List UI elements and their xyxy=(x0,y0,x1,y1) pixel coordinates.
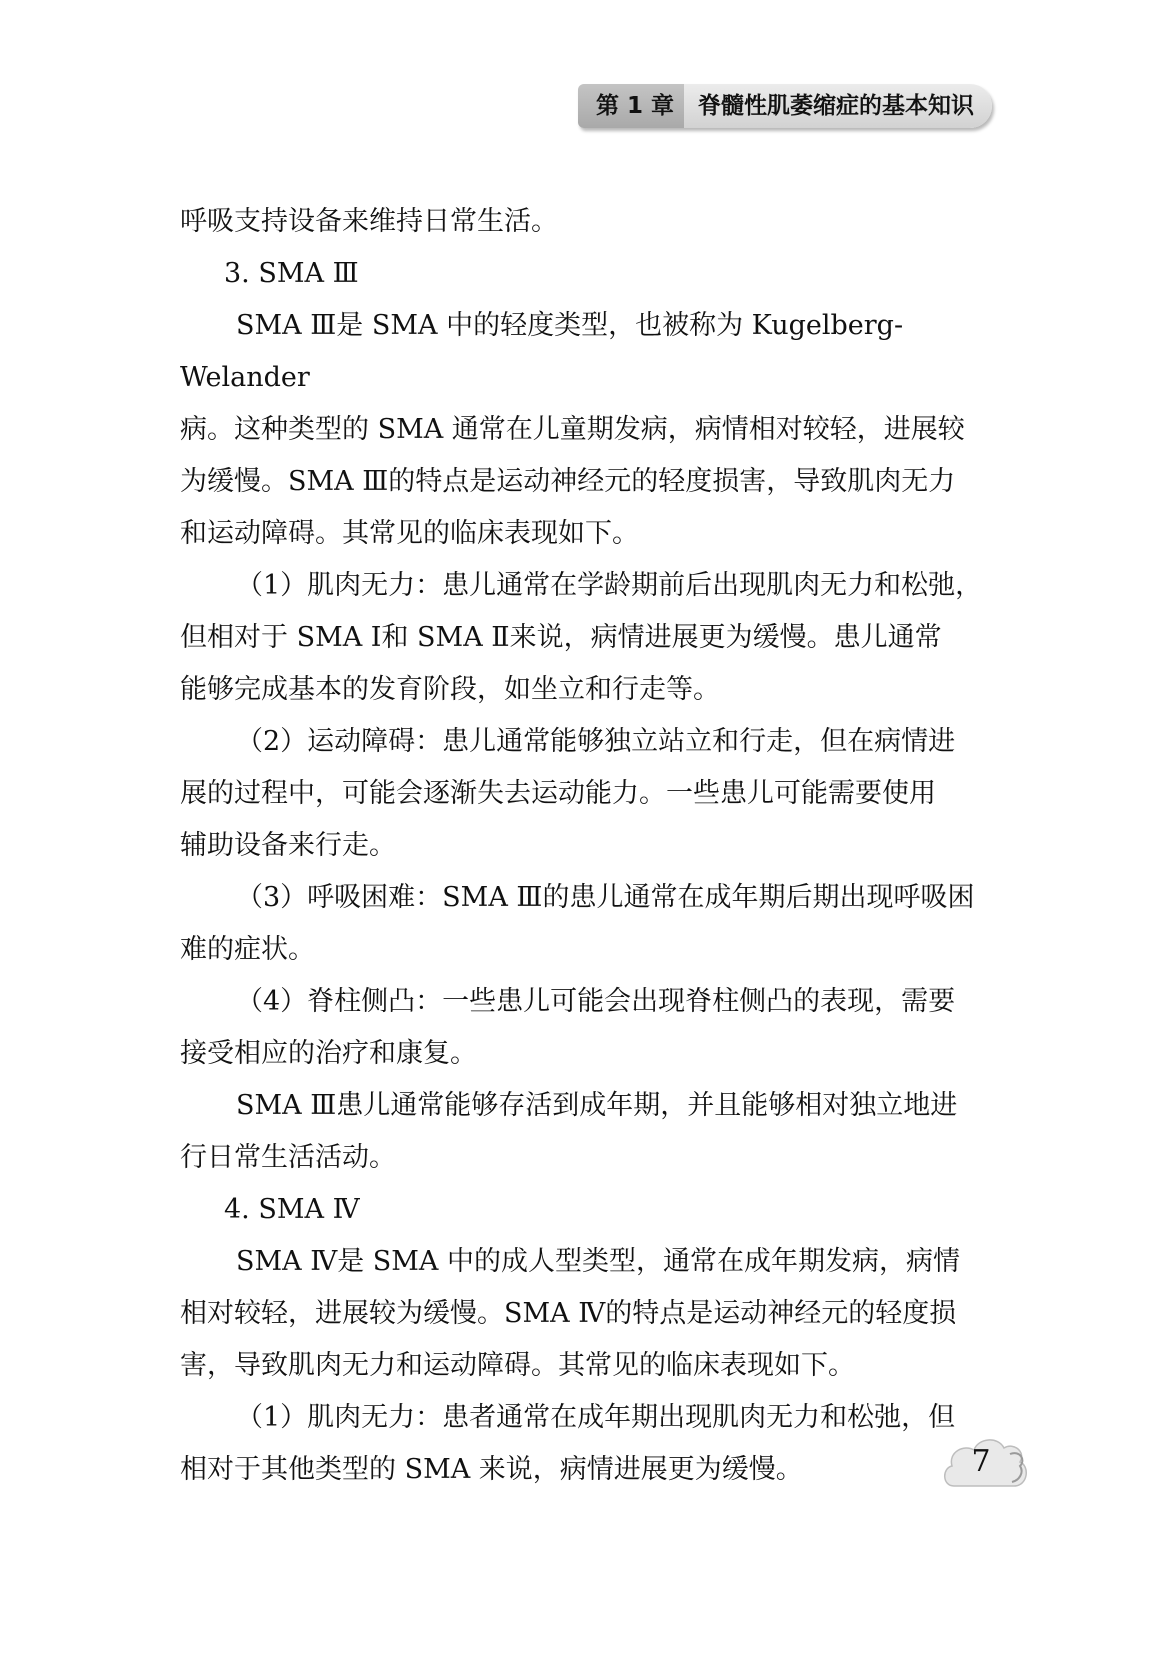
paragraph: SMA Ⅳ是 SMA 中的成人型类型，通常在成年期发病，病情 相对较轻，进展较为缓慢。SMA Ⅳ的特点是运动神经元的轻度损 害，导致肌肉无力和运动障碍。其常见的临床表现如下。 xyxy=(180,1246,961,1381)
page-number-badge xyxy=(940,1432,1030,1494)
page-number: 7 xyxy=(971,1444,991,1479)
chapter-title: 脊髓性肌萎缩症的基本知识 xyxy=(698,93,974,119)
section-heading-sma-3: 3. SMA Ⅲ xyxy=(224,258,359,289)
list-item: （1）肌肉无力：患儿通常在学龄期前后出现肌肉无力和松弛， 但相对于 SMA Ⅰ和 SMA Ⅱ来说，病情进展更为缓慢。患儿通常 能够完成基本的发育阶段，如坐立和行走等。 xyxy=(180,570,983,705)
section-heading-sma-4: 4. SMA Ⅳ xyxy=(224,1194,360,1225)
list-item: （4）脊柱侧凸：一些患儿可能会出现脊柱侧凸的表现，需要 接受相应的治疗和康复。 xyxy=(180,986,956,1069)
list-item: （1）肌肉无力：患者通常在成年期出现肌肉无力和松弛，但 相对于其他类型的 SMA 来说，病情进展更为缓慢。 xyxy=(180,1402,956,1485)
list-item: （3）呼吸困难：SMA Ⅲ的患儿通常在成年期后期出现呼吸困 难的症状。 xyxy=(180,882,975,965)
paragraph: SMA Ⅲ是 SMA 中的轻度类型，也被称为 Kugelberg-Welander 病。这种类型的 SMA 通常在儿童期发病，病情相对较轻，进展较 为缓慢。SMA Ⅲ的特点是运动神经元的轻度损害，导致肌肉无力 和运动障碍。其常见的临床表现如下。 xyxy=(180,310,965,549)
chapter-label: 第 1 章 xyxy=(596,93,675,119)
list-item: （2）运动障碍：患儿通常能够独立站立和行走，但在病情进 展的过程中，可能会逐渐失去运动能力。一些患儿可能需要使用 辅助设备来行走。 xyxy=(180,726,956,861)
paragraph: 呼吸支持设备来维持日常生活。 xyxy=(180,206,558,237)
paragraph: SMA Ⅲ患儿通常能够存活到成年期，并且能够相对独立地进 行日常生活活动。 xyxy=(180,1090,958,1173)
page-body xyxy=(180,196,990,1496)
running-header xyxy=(578,84,992,128)
